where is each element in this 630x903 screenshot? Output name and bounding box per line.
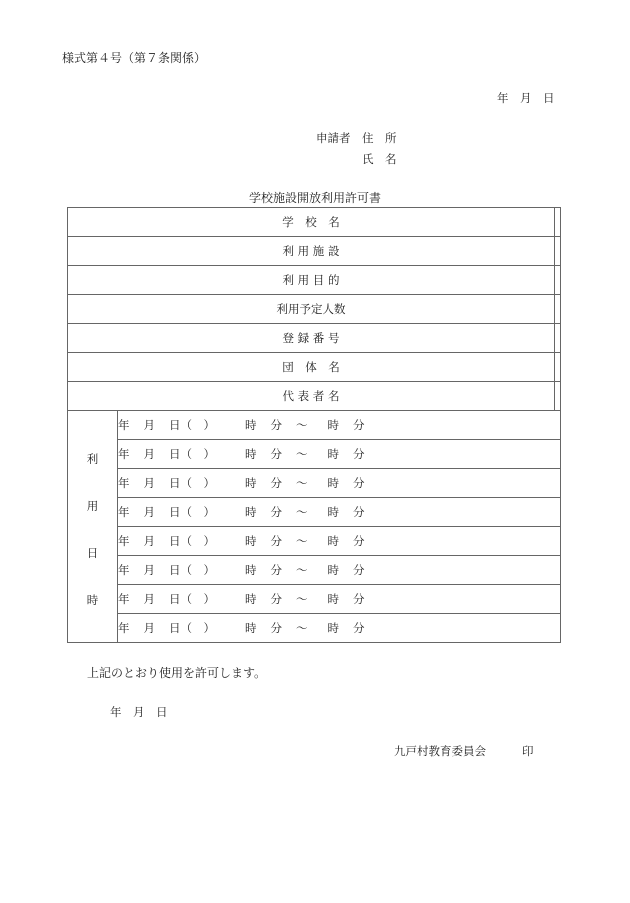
date-month: 月 <box>143 447 155 461</box>
end-minute: 分 <box>353 592 365 606</box>
schedule-row <box>68 498 561 527</box>
usage-schedule <box>68 411 561 643</box>
end-minute: 分 <box>353 505 365 519</box>
date-year: 年 <box>118 447 130 461</box>
date-month: 月 <box>143 476 155 490</box>
schedule-datetime-field[interactable] <box>118 556 561 585</box>
document-title: 学校施設開放利用許可書 <box>248 191 381 205</box>
date-year: 年 <box>118 592 130 606</box>
schedule-row <box>68 556 561 585</box>
start-minute: 分 <box>270 447 282 461</box>
field-row-attendees <box>68 295 561 324</box>
date-month: 月 <box>143 505 155 519</box>
start-hour: 時 <box>245 447 257 461</box>
form-number: 様式第４号（第７条関係） <box>62 51 207 65</box>
start-minute: 分 <box>270 476 282 490</box>
schedule-datetime-field[interactable] <box>118 440 561 469</box>
end-minute: 分 <box>353 621 365 635</box>
date-day: 日（ ） <box>169 476 215 490</box>
schedule-datetime-field[interactable] <box>118 411 561 440</box>
range-separator: ～ <box>296 592 308 606</box>
field-value[interactable] <box>554 295 560 324</box>
schedule-row <box>68 527 561 556</box>
field-label: 登 録 番 号 <box>68 324 555 353</box>
schedule-row <box>68 411 561 440</box>
application-date: 年 月 日 <box>497 91 555 105</box>
usage-datetime-label-char: 時 <box>86 592 99 607</box>
schedule-row <box>68 614 561 643</box>
field-label: 利 用 目 的 <box>68 266 555 295</box>
date-month: 月 <box>143 563 155 577</box>
field-label: 団 体 名 <box>68 353 555 382</box>
field-row-school-name <box>68 208 561 237</box>
range-separator: ～ <box>296 621 308 635</box>
start-hour: 時 <box>245 505 257 519</box>
schedule-row <box>68 585 561 614</box>
field-label: 学 校 名 <box>68 208 555 237</box>
usage-datetime-label-char: 利 <box>86 451 99 466</box>
date-year: 年 <box>118 418 130 432</box>
date-year: 年 <box>118 476 130 490</box>
field-row-facility <box>68 237 561 266</box>
date-year: 年 <box>118 505 130 519</box>
end-hour: 時 <box>327 534 339 548</box>
start-minute: 分 <box>270 592 282 606</box>
end-hour: 時 <box>327 447 339 461</box>
field-row-purpose <box>68 266 561 295</box>
date-month: 月 <box>143 592 155 606</box>
usage-datetime-label <box>68 411 118 643</box>
field-label: 利 用 施 設 <box>68 237 555 266</box>
start-minute: 分 <box>270 505 282 519</box>
issuer-name: 九戸村教育委員会 <box>394 744 486 758</box>
date-month: 月 <box>143 418 155 432</box>
start-hour: 時 <box>245 563 257 577</box>
schedule-row <box>68 469 561 498</box>
date-month: 月 <box>143 534 155 548</box>
schedule-row <box>68 440 561 469</box>
applicant-address-label: 申請者 住 所 <box>316 131 397 145</box>
date-year: 年 <box>118 534 130 548</box>
applicant-name-label: 氏 名 <box>362 152 397 166</box>
field-value[interactable] <box>554 382 560 411</box>
start-minute: 分 <box>270 621 282 635</box>
date-day: 日（ ） <box>169 621 215 635</box>
usage-datetime-label-char: 日 <box>86 545 99 560</box>
field-value[interactable] <box>554 237 560 266</box>
end-minute: 分 <box>353 476 365 490</box>
field-row-representative <box>68 382 561 411</box>
start-hour: 時 <box>245 534 257 548</box>
start-minute: 分 <box>270 418 282 432</box>
schedule-datetime-field[interactable] <box>118 527 561 556</box>
date-day: 日（ ） <box>169 592 215 606</box>
date-day: 日（ ） <box>169 563 215 577</box>
start-hour: 時 <box>245 621 257 635</box>
field-row-group-name <box>68 353 561 382</box>
end-hour: 時 <box>327 592 339 606</box>
permit-date: 年 月 日 <box>110 705 168 719</box>
start-minute: 分 <box>270 534 282 548</box>
field-value[interactable] <box>554 353 560 382</box>
date-day: 日（ ） <box>169 447 215 461</box>
start-hour: 時 <box>245 418 257 432</box>
end-hour: 時 <box>327 621 339 635</box>
schedule-datetime-field[interactable] <box>118 585 561 614</box>
range-separator: ～ <box>296 563 308 577</box>
permit-statement: 上記のとおり使用を許可します。 <box>87 666 267 680</box>
range-separator: ～ <box>296 534 308 548</box>
end-hour: 時 <box>327 505 339 519</box>
field-row-registration-number <box>68 324 561 353</box>
schedule-datetime-field[interactable] <box>118 614 561 643</box>
date-day: 日（ ） <box>169 505 215 519</box>
field-label: 代 表 者 名 <box>68 382 555 411</box>
usage-datetime-label-char: 用 <box>86 498 99 513</box>
schedule-datetime-field[interactable] <box>118 498 561 527</box>
range-separator: ～ <box>296 505 308 519</box>
field-value[interactable] <box>554 208 560 237</box>
end-minute: 分 <box>353 563 365 577</box>
field-value[interactable] <box>554 266 560 295</box>
start-hour: 時 <box>245 592 257 606</box>
end-hour: 時 <box>327 563 339 577</box>
permit-form-table <box>67 207 561 643</box>
end-minute: 分 <box>353 447 365 461</box>
date-year: 年 <box>118 563 130 577</box>
date-day: 日（ ） <box>169 418 215 432</box>
end-hour: 時 <box>327 418 339 432</box>
end-minute: 分 <box>353 534 365 548</box>
date-month: 月 <box>143 621 155 635</box>
field-value[interactable] <box>554 324 560 353</box>
date-day: 日（ ） <box>169 534 215 548</box>
range-separator: ～ <box>296 476 308 490</box>
date-year: 年 <box>118 621 130 635</box>
start-hour: 時 <box>245 476 257 490</box>
field-label: 利用予定人数 <box>68 295 555 324</box>
end-minute: 分 <box>353 418 365 432</box>
schedule-datetime-field[interactable] <box>118 469 561 498</box>
start-minute: 分 <box>270 563 282 577</box>
range-separator: ～ <box>296 447 308 461</box>
seal-mark: 印 <box>522 744 534 758</box>
end-hour: 時 <box>327 476 339 490</box>
range-separator: ～ <box>296 418 308 432</box>
